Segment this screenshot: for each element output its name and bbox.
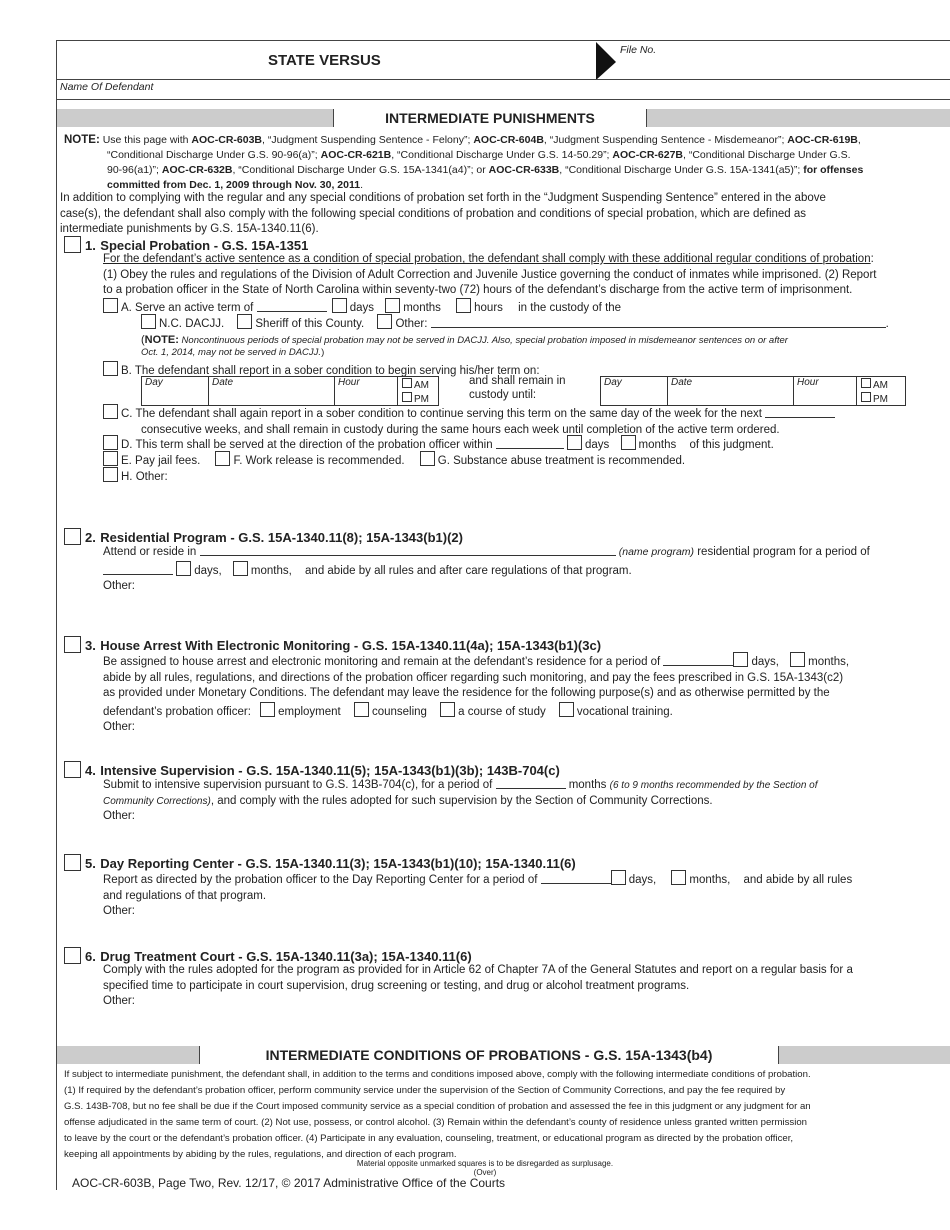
am-pm-options: AM PM: [861, 378, 888, 406]
other-custody-checkbox[interactable]: [377, 314, 392, 329]
option-1a-checkbox[interactable]: [103, 298, 118, 313]
defendant-name-label: Name Of Defendant: [60, 81, 154, 93]
section-4-header: 4. Intensive Supervision - G.S. 15A-1340.11(5); 15A-1343(b1)(3b); 143B-704(c): [64, 761, 560, 780]
residential-days-checkbox[interactable]: [176, 561, 191, 576]
defendant-bottom-rule: [56, 99, 950, 100]
option-1g-checkbox[interactable]: [420, 451, 435, 466]
option-1b: B. The defendant shall report in a sober condition to begin serving his/her term on:: [103, 361, 540, 380]
study-checkbox[interactable]: [440, 702, 455, 717]
day-cell[interactable]: Day: [142, 377, 209, 405]
day-reporting-period-field[interactable]: [541, 872, 611, 884]
am-checkbox[interactable]: [402, 378, 412, 388]
weeks-field[interactable]: [765, 406, 835, 418]
defendant-name-field[interactable]: [160, 82, 940, 98]
direction-months-checkbox[interactable]: [621, 435, 636, 450]
section-1-header: 1. Special Probation - G.S. 15A-1351: [64, 236, 308, 255]
option-1a: A. Serve an active term of days months hours in the custody of the: [103, 298, 943, 317]
residential-months-checkbox[interactable]: [233, 561, 248, 576]
hour-cell[interactable]: Hour: [794, 377, 857, 405]
section-4-checkbox[interactable]: [64, 761, 81, 778]
active-term-field[interactable]: [257, 300, 327, 312]
employment-checkbox[interactable]: [260, 702, 275, 717]
section-5-body: Report as directed by the probation officer to the Day Reporting Center for a period of days, months, and abide by all rules and regulations of that program. Other:: [103, 870, 948, 920]
section-2-body: Attend or reside in (name program) residential program for a period of days, months, and abide by all rules and after care regulations of that program. Other:: [103, 546, 870, 592]
custody-options: N.C. DACJJ. Sheriff of this County. Other: .: [141, 314, 941, 333]
state-versus-title: STATE VERSUS: [268, 52, 381, 69]
direction-period-field[interactable]: [496, 437, 564, 449]
day-reporting-months-checkbox[interactable]: [671, 870, 686, 885]
vocational-checkbox[interactable]: [559, 702, 574, 717]
days-checkbox[interactable]: [332, 298, 347, 313]
section-1-checkbox[interactable]: [64, 236, 81, 253]
section-6-body: Comply with the rules adopted for the program as provided for in Article 62 of Chapter 7A of the General Statutes and report on a regular basis for a specified time to participate in court supervision, drug screening or testing, and drug or alcohol treatment programs. Other:: [103, 964, 853, 1007]
form-id: AOC-CR-603B, Page Two, Rev. 12/17, © 2017 Administrative Office of the Courts: [72, 1176, 506, 1190]
section-3-body: Be assigned to house arrest and electronic monitoring and remain at the defendant’s residence for a period of days, months, abide by all rules, regulations, and directions of the probation officer regarding such monitoring, and pay the fees prescribed in G.S. 15A-1343(c2) as provided under Monetary Conditions. The defendant may leave the residence for the following purpose(s) and as otherwise permitted by the defendant’s probation officer: employment counseling a course of study vocational training. Other:: [103, 652, 948, 736]
section-1-conditions: For the defendant’s active sentence as a condition of special probation, the defendant shall comply with these additional regular conditions of probation: (1) Obey the rules and regulations of the Division of Adult Correction and Juvenile Justice governing the conduct of inmates while imprisoned. (2) Report to a probation officer in the State of North Carolina within seventy-two (72) hours of the defendant’s discharge from the active term of imprisonment.: [103, 253, 877, 296]
intermediate-punishments-heading: INTERMEDIATE PUNISHMENTS: [333, 109, 647, 127]
dacjj-note: (NOTE: Noncontinuous periods of special probation may not be served in DACJJ. Also, special probation imposed in misdemeanor sentences on or after Oct. 1, 2014, may not be served in DACJJ.): [141, 334, 788, 358]
section-4-body: Submit to intensive supervision pursuant to G.S. 143B-704(c), for a period of months (6 to 9 months recommended by the Section of Community Corrections), and comply with the rules adopted for such supervision by the Section of Community Corrections. Other:: [103, 779, 818, 822]
option-1b-checkbox[interactable]: [103, 361, 118, 376]
intro-paragraph: In addition to complying with the regular and any special conditions of probation set forth in the “Judgment Suspending Sentence” entered in the above case(s), the defendant shall also comply with the following special conditions of probation and conditions of special probation, which are defined as intermediate punishments by G.S. 15A-1340.11(6).: [60, 192, 826, 235]
supervision-period-field[interactable]: [496, 777, 566, 789]
date-cell[interactable]: Date: [209, 377, 335, 405]
left-margin-rule: [56, 40, 57, 1190]
section-2-header: 2. Residential Program - G.S. 15A-1340.11(8); 15A-1343(b1)(2): [64, 528, 463, 547]
arrow-marker-icon: [596, 42, 618, 82]
report-date-table: [141, 376, 439, 406]
top-rule: [56, 40, 950, 41]
direction-days-checkbox[interactable]: [567, 435, 582, 450]
am-pm-options: AM PM: [402, 378, 429, 406]
hours-checkbox[interactable]: [456, 298, 471, 313]
option-1d-checkbox[interactable]: [103, 435, 118, 450]
intermediate-conditions-heading: INTERMEDIATE CONDITIONS OF PROBATIONS - G.S. 15A-1343(b4): [199, 1046, 779, 1064]
section-5-checkbox[interactable]: [64, 854, 81, 871]
pm-checkbox[interactable]: [861, 392, 871, 402]
sheriff-checkbox[interactable]: [237, 314, 252, 329]
house-arrest-months-checkbox[interactable]: [790, 652, 805, 667]
section-6-header: 6. Drug Treatment Court - G.S. 15A-1340.11(3a); 15A-1340.11(6): [64, 947, 472, 966]
section-3-header: 3. House Arrest With Electronic Monitoring - G.S. 15A-1340.11(4a); 15A-1343(b1)(3c): [64, 636, 601, 655]
custody-until-table: [600, 376, 906, 406]
file-no-field[interactable]: [618, 56, 938, 76]
option-1h-checkbox[interactable]: [103, 467, 118, 482]
conditions-text: If subject to intermediate punishment, the defendant shall, in addition to the terms and conditions imposed above, comply with the following intermediate conditions of probation. (1) If required by the defendant’s probation officer, perform community service under the supervision of the Section of Community Corrections, and pay the fee required by G.S. 143B-708, but no fee shall be due if the Court imposed community service as a special condition of probation and assessed the fee in this judgment or any judgment for an offense adjudicated in the same term of court. (2) Not use, possess, or control alcohol. (3) Remain within the defendant’s county of residence unless granted written permission to leave by the court or the defendant’s probation officer. (4) Participate in any evaluation, counseling, treatment, or educational program as directed by the probation officer, keeping all appointments by abiding by the rules, regulations, and direction of each program.: [64, 1069, 811, 1160]
months-checkbox[interactable]: [385, 298, 400, 313]
section-5-header: 5. Day Reporting Center - G.S. 15A-1340.11(3); 15A-1343(b1)(10); 15A-1340.11(6): [64, 854, 576, 873]
footer-notes: Material opposite unmarked squares is to be disregarded as surplusage. (Over): [356, 1159, 614, 1177]
day-reporting-days-checkbox[interactable]: [611, 870, 626, 885]
residential-period-field[interactable]: [103, 563, 173, 575]
counseling-checkbox[interactable]: [354, 702, 369, 717]
program-name-field[interactable]: [200, 544, 616, 556]
option-1e-checkbox[interactable]: [103, 451, 118, 466]
usage-note: NOTE: Use this page with AOC-CR-603B, “Judgment Suspending Sentence - Felony”; AOC-CR-604B, “Judgment Suspending Sentence - Misdemeanor”; AOC-CR-619B, “Conditional Discharge Under G.S. 90-96(a)”; AOC-CR-621B, “Conditional Discharge Under G.S. 14-50.29”; AOC-CR-627B, “Conditional Discharge Under G.S. 90-96(a1)”; AOC-CR-632B, “Conditional Discharge Under G.S. 15A-1341(a4)”; or AOC-CR-633B, “Conditional Discharge Under G.S. 15A-1341(a5)”; for offenses committed from Dec. 1, 2009 through Nov. 30, 2011.: [64, 134, 864, 191]
option-1c-checkbox[interactable]: [103, 404, 118, 419]
hour-cell[interactable]: Hour: [335, 377, 398, 405]
section-3-checkbox[interactable]: [64, 636, 81, 653]
option-1h: H. Other:: [103, 467, 943, 486]
house-arrest-period-field[interactable]: [663, 654, 733, 666]
option-1c: C. The defendant shall again report in a sober condition to continue serving this term on the same day of the week for the next consecutive weeks, and shall remain in custody during the same hours each week until completion of the active term ordered.: [103, 404, 943, 438]
am-checkbox[interactable]: [861, 378, 871, 388]
section-2-checkbox[interactable]: [64, 528, 81, 545]
file-no-label: File No.: [620, 44, 657, 56]
dacjj-checkbox[interactable]: [141, 314, 156, 329]
section-6-checkbox[interactable]: [64, 947, 81, 964]
pm-checkbox[interactable]: [402, 392, 412, 402]
options-1e-1g: E. Pay jail fees. F. Work release is recommended. G. Substance abuse treatment is recommended.: [103, 451, 943, 470]
option-1d: D. This term shall be served at the direction of the probation officer within days months of this judgment.: [103, 435, 943, 454]
day-cell[interactable]: Day: [601, 377, 668, 405]
defendant-rule: [56, 79, 950, 80]
date-cell[interactable]: Date: [668, 377, 794, 405]
house-arrest-days-checkbox[interactable]: [733, 652, 748, 667]
option-1f-checkbox[interactable]: [215, 451, 230, 466]
remain-label: and shall remain in custody until:: [469, 375, 566, 401]
other-custody-field[interactable]: [431, 316, 886, 328]
